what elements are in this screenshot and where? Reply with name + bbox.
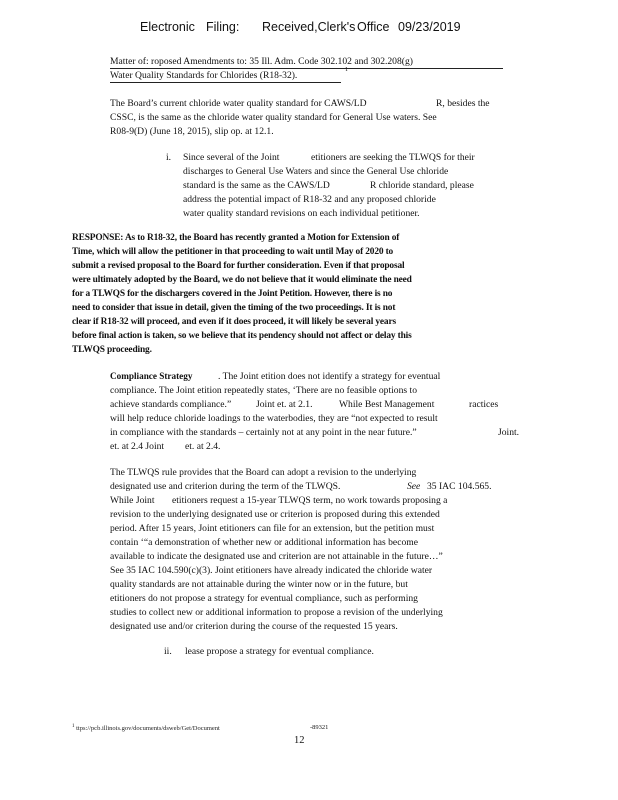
matter-underline-1 bbox=[110, 68, 503, 69]
compliance-line-3d: ractices bbox=[469, 399, 499, 410]
response-line-4: were ultimately adopted by the Board, we do not believe that it would eliminate the need bbox=[72, 275, 412, 285]
question-i-line-2: discharges to General Use Waters and since the General Use chloride bbox=[183, 166, 449, 177]
compliance-line-5a: in compliance with the standards – certainly not at any point in the near future.” bbox=[110, 427, 417, 438]
filing-header bbox=[0, 20, 618, 36]
response-line-1: RESPONSE: As to R18-32, the Board has recently granted a Motion for Extension of bbox=[72, 233, 400, 243]
matter-line-2: Water Quality Standards for Chlorides (R18-32). bbox=[110, 70, 298, 81]
footnote-marker: 1 bbox=[72, 724, 75, 729]
footnote bbox=[72, 724, 329, 733]
tlwqs-line-12: designated use and/or criterion during the course of the requested 15 years. bbox=[110, 621, 398, 632]
question-i-line-3b: R chloride standard, please bbox=[370, 180, 474, 191]
question-ii-marker: ii. bbox=[164, 646, 172, 657]
tlwqs-line-6: contain ‘“a demonstration of whether new or additional information has become bbox=[110, 537, 418, 548]
compliance-line-3c: While Best Management bbox=[339, 399, 435, 410]
response-line-7: clear if R18-32 will proceed, and even if it does proceed, it will likely be several years bbox=[72, 317, 396, 327]
footnote-url[interactable]: ttps://pcb.illinois.gov/documents/dsweb/Get/Document bbox=[76, 725, 220, 733]
compliance-line-6b: et. at 2.4. bbox=[185, 441, 221, 452]
tlwqs-line-4: revision to the underlying designated use or criterion is proposed during this extended bbox=[110, 509, 440, 520]
question-i-line-1a: Since several of the Joint bbox=[183, 152, 280, 163]
board-para-line-1b: R, besides the bbox=[436, 98, 490, 109]
response-line-3: submit a revised proposal to the Board for further consideration. Even if that proposal bbox=[72, 261, 405, 271]
question-i-line-1b: etitioners are seeking the TLWQS for their bbox=[311, 152, 475, 163]
tlwqs-line-7: available to indicate the designated use and criterion are not attainable in the future…” bbox=[110, 551, 443, 562]
footnote-ref-1: 1 bbox=[345, 67, 348, 73]
question-ii-text: lease propose a strategy for eventual compliance. bbox=[185, 646, 374, 657]
response-line-8: before final action is taken, so we believe that its pendency should not affect or delay this bbox=[72, 331, 412, 341]
header-office: Office bbox=[357, 20, 390, 34]
board-para-line-1a: The Board’s current chloride water quality standard for CAWS/LD bbox=[110, 98, 367, 109]
board-para-line-3: R08-9(D) (June 18, 2015), slip op. at 12.1. bbox=[110, 126, 274, 137]
board-para-line-2: CSSC, is the same as the chloride water quality standard for General Use waters. See bbox=[110, 112, 437, 123]
tlwqs-line-3a: While Joint bbox=[110, 495, 155, 506]
page-number: 12 bbox=[294, 735, 305, 746]
question-i-line-3a: standard is the same as the CAWS/LD bbox=[183, 180, 330, 191]
response-line-2: Time, which will allow the petitioner in that proceeding to wait until May of 2020 to bbox=[72, 247, 394, 257]
matter-line-1: Matter of: roposed Amendments to: 35 Ill. Adm. Code 302.102 and 302.208(g) bbox=[110, 56, 413, 67]
question-i-line-4: address the potential impact of R18-32 and any proposed chloride bbox=[183, 194, 436, 205]
compliance-line-3b: Joint et. at 2.1. bbox=[256, 399, 313, 410]
response-line-9: TLWQS proceeding. bbox=[72, 345, 152, 355]
tlwqs-line-5: period. After 15 years, Joint etitioners can file for an extension, but the petition must bbox=[110, 523, 435, 534]
tlwqs-line-2c: 35 IAC 104.565. bbox=[427, 481, 492, 492]
tlwqs-line-1: The TLWQS rule provides that the Board can adopt a revision to the underlying bbox=[110, 467, 417, 478]
tlwqs-line-2b: See bbox=[407, 481, 421, 492]
tlwqs-line-9: quality standards are not attainable during the winter now or in the future, but bbox=[110, 579, 408, 590]
response-line-5: for a TLWQS for the dischargers covered in the Joint Petition. However, there is no bbox=[72, 289, 393, 299]
compliance-line-3a: achieve standards compliance.” bbox=[110, 399, 232, 410]
header-date: 09/23/2019 bbox=[398, 20, 461, 34]
matter-underline-2 bbox=[110, 82, 341, 83]
tlwqs-line-11: studies to collect new or additional information to propose a revision of the underlying bbox=[110, 607, 443, 618]
header-received: Received,Clerk's bbox=[262, 20, 356, 34]
question-i-line-5: water quality standard revisions on each individual petitioner. bbox=[183, 208, 420, 219]
response-line-6: need to consider that issue in detail, given the timing of the two proceedings. It is not bbox=[72, 303, 396, 313]
tlwqs-line-3b: etitioners request a 15-year TLWQS term, no work towards proposing a bbox=[172, 495, 448, 506]
tlwqs-line-2a: designated use and criterion during the term of the TLWQS. bbox=[110, 481, 341, 492]
compliance-heading: Compliance Strategy bbox=[110, 371, 193, 381]
compliance-line-4: will help reduce chloride loadings to the waterbodies, they are “not expected to result bbox=[110, 413, 438, 424]
tlwqs-line-8: See 35 IAC 104.590(c)(3). Joint etitioners have already indicated the chloride water bbox=[110, 565, 433, 576]
footnote-document-id: -89321 bbox=[310, 724, 329, 731]
header-electronic: Electronic bbox=[140, 20, 195, 34]
compliance-line-1: . The Joint etition does not identify a strategy for eventual bbox=[218, 371, 441, 382]
tlwqs-line-10: etitioners do not propose a strategy for eventual compliance, such as performing bbox=[110, 593, 418, 604]
compliance-line-5b: Joint. bbox=[498, 427, 520, 438]
compliance-line-2: compliance. The Joint etition repeatedly states, ‘There are no feasible options to bbox=[110, 385, 417, 396]
question-i-marker: i. bbox=[166, 152, 172, 163]
header-filing: Filing: bbox=[206, 20, 240, 34]
compliance-line-6a: et. at 2.4 Joint bbox=[110, 441, 165, 452]
